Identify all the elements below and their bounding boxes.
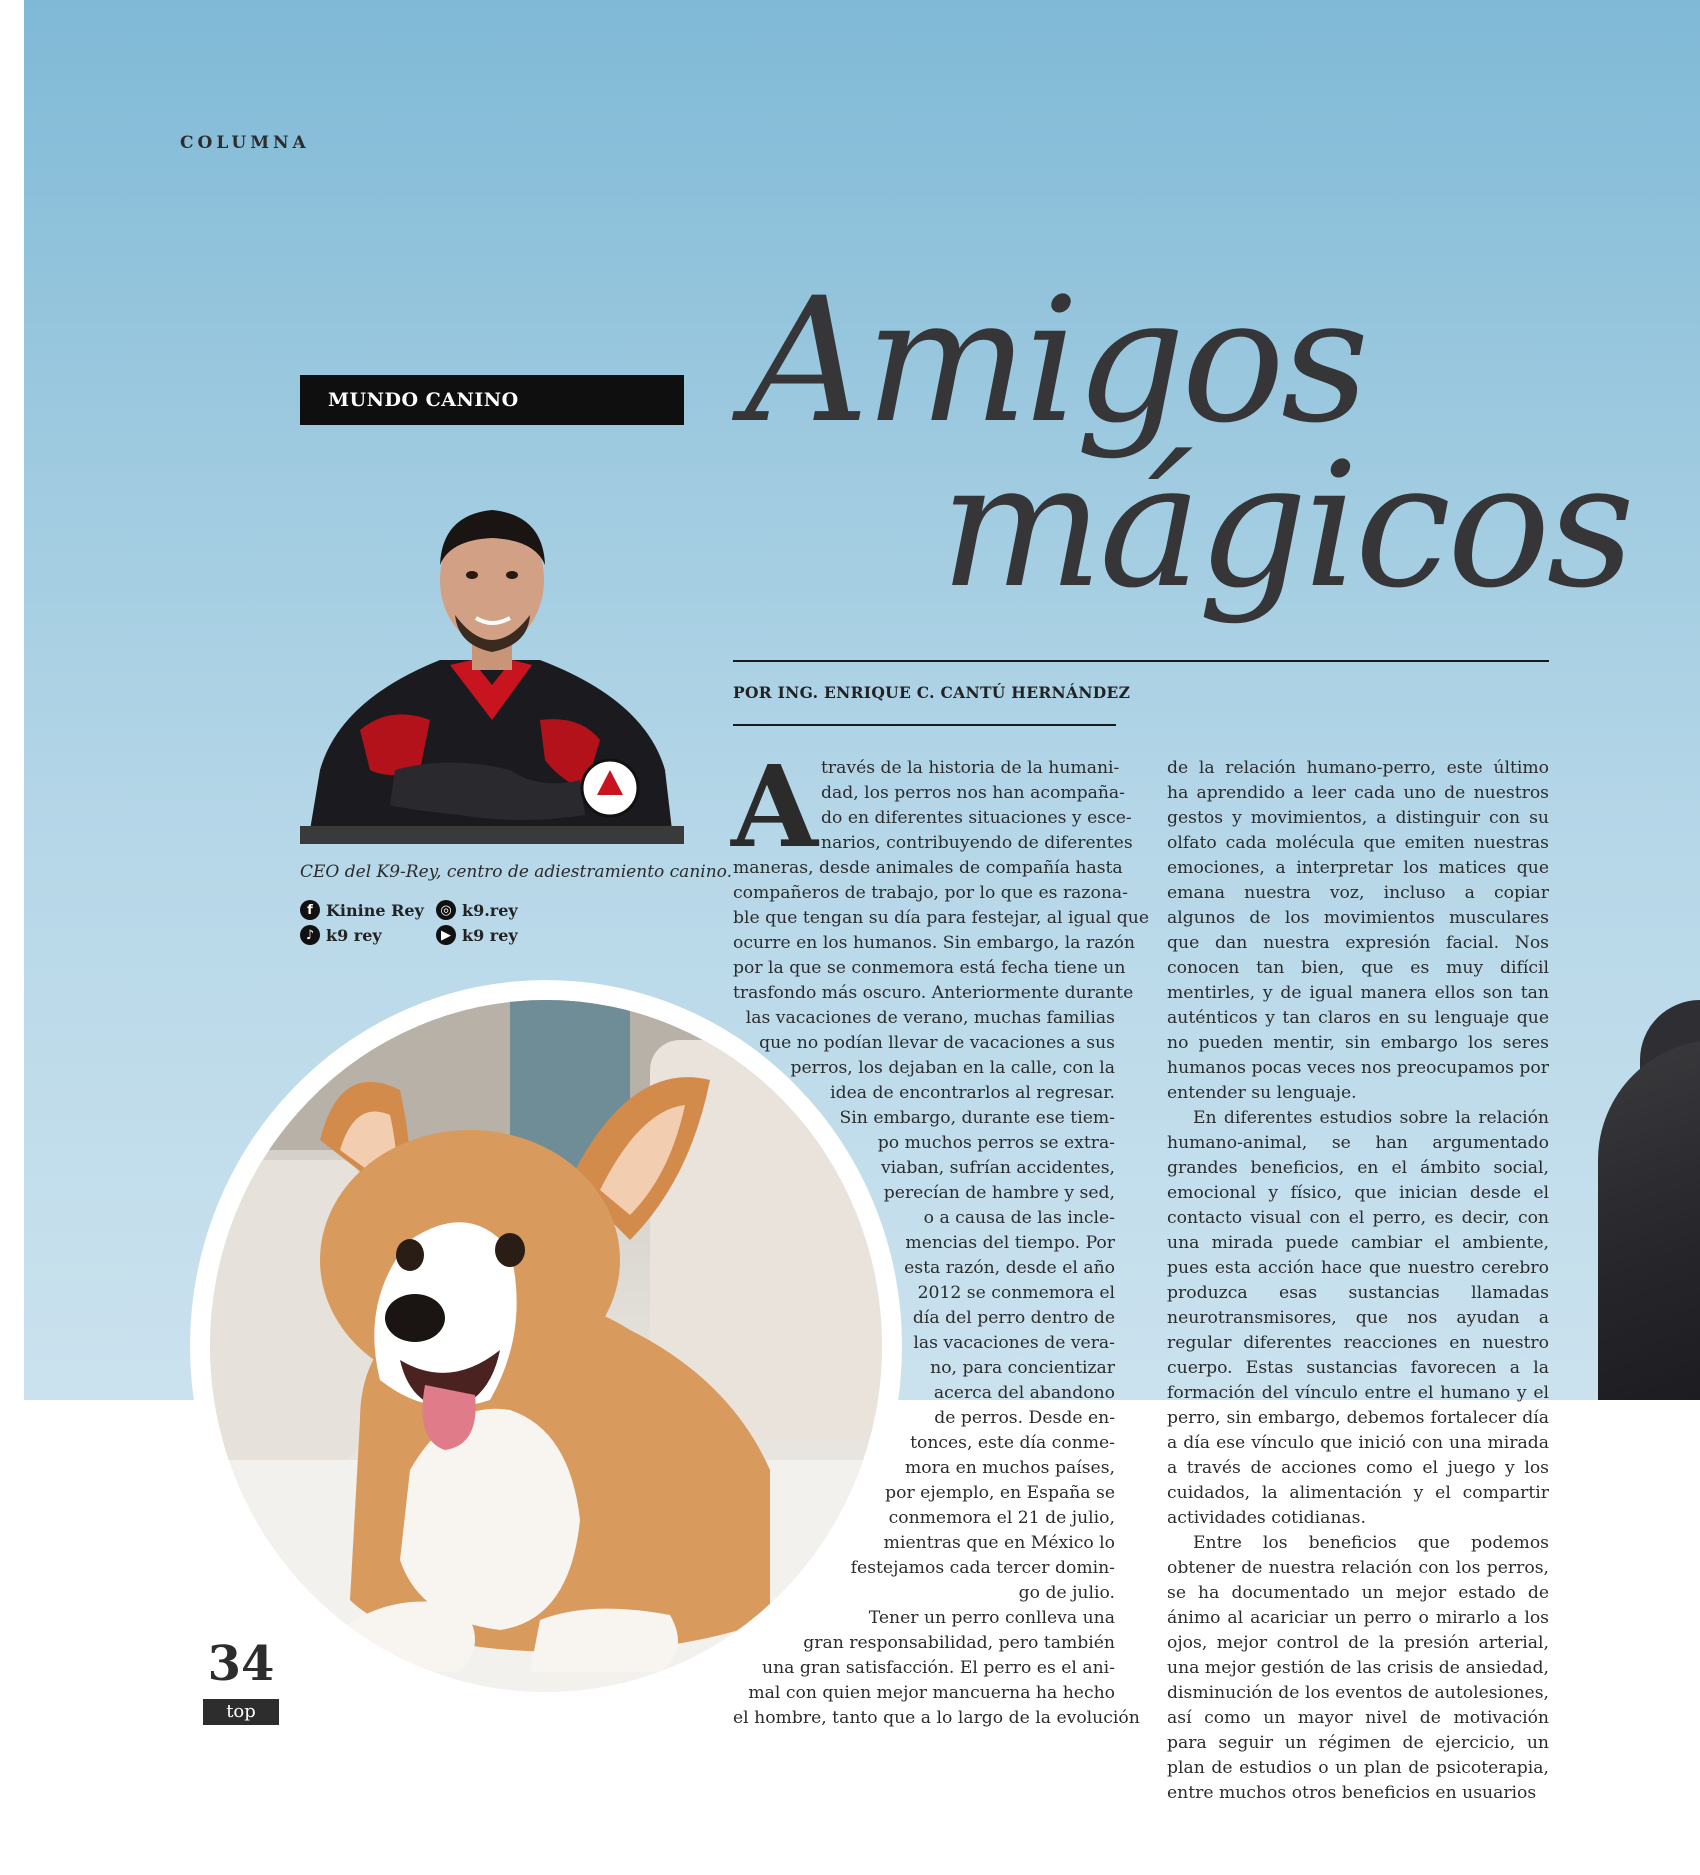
headline-line-1: Amigos: [745, 260, 1366, 461]
article-line: por ejemplo, en España se: [885, 1483, 1115, 1503]
section-label: COLUMNA: [180, 133, 310, 153]
author-portrait: [300, 470, 684, 845]
magazine-brand: top: [203, 1699, 279, 1725]
facebook-icon: f: [300, 900, 320, 920]
article-column-1: [733, 756, 1149, 1731]
article-line: narios, contribuyendo de diferentes: [821, 833, 1133, 853]
dropcap: A: [731, 742, 818, 873]
article-line: Sin embargo, durante ese tiem-: [839, 1108, 1115, 1128]
article-line: que no podían llevar de vacaciones a sus: [759, 1033, 1115, 1053]
paragraph: En diferentes estudios sobre la relación humano-animal, se han argumentado grandes beneficios, en el ámbito social, emocional y físico, que inician desde el contacto visual con el perro, es decir, con una mirada puede cambiar el ambiente, pues esta acción hace que nuestro cerebro produzca esas sustancias llamadas neurotransmisores, que nos ayudan a regular diferentes reacciones en nuestro cuerpo. Estas sustancias favorecen a la formación del vínculo entre el humano y el perro, sin embargo, debemos fortalecer día a día ese vínculo que inició con una mirada a través de acciones como el juego y los cuidados, la alimentación y el compartir actividades cotidianas.: [1167, 1108, 1549, 1528]
article-line: conmemora el 21 de julio,: [888, 1508, 1115, 1528]
page-number: 34: [207, 1636, 275, 1692]
article-line: go de julio.: [1018, 1583, 1115, 1603]
article-line: perecían de hambre y sed,: [883, 1183, 1115, 1203]
byline-rule: [733, 724, 1116, 726]
article-line: través de la historia de la humani-: [821, 758, 1120, 778]
article-line: festejamos cada tercer domin-: [850, 1558, 1115, 1578]
youtube-icon: ▶: [436, 925, 456, 945]
article-line: día del perro dentro de: [912, 1308, 1115, 1328]
headline-line-2: mágicos: [940, 425, 1631, 626]
article-line: idea de encontrarlos al regresar.: [830, 1083, 1115, 1103]
article-line: ble que tengan su día para festejar, al igual que: [733, 908, 1149, 928]
article-line: Tener un perro conlleva una: [868, 1608, 1115, 1628]
article-line: tonces, este día conme-: [910, 1433, 1115, 1453]
article-column-2: [1167, 756, 1549, 1806]
article-line: gran responsabilidad, pero también: [803, 1633, 1115, 1653]
social-handle: k9 rey: [462, 925, 518, 945]
article-line: compañeros de trabajo, por lo que es razona-: [733, 883, 1128, 903]
social-facebook[interactable]: [300, 900, 424, 920]
byline: POR ING. ENRIQUE C. CANTÚ HERNÁNDEZ: [733, 683, 1131, 702]
article-line: no, para concientizar: [930, 1358, 1115, 1378]
author-caption: CEO del K9-Rey, centro de adiestramiento canino.: [300, 862, 732, 882]
article-line: perros, los dejaban en la calle, con la: [790, 1058, 1115, 1078]
social-youtube[interactable]: [436, 925, 518, 945]
article-line: de perros. Desde en-: [934, 1408, 1115, 1428]
article-line: mientras que en México lo: [883, 1533, 1115, 1553]
social-instagram[interactable]: [436, 900, 518, 920]
article-line: maneras, desde animales de compañía hasta: [733, 858, 1123, 878]
social-tiktok[interactable]: [300, 925, 382, 945]
article-line: el hombre, tanto que a lo largo de la evolución: [733, 1708, 1140, 1728]
social-handle: k9.rey: [462, 900, 518, 920]
tiktok-icon: ♪: [300, 925, 320, 945]
portrait-base-bar: [300, 826, 684, 844]
rubric-banner: MUNDO CANINO: [300, 375, 684, 425]
article-line: por la que se conmemora está fecha tiene un: [733, 958, 1126, 978]
article-line: do en diferentes situaciones y esce-: [821, 808, 1132, 828]
article-line: ocurre en los humanos. Sin embargo, la razón: [733, 933, 1135, 953]
article-line: mora en muchos países,: [905, 1458, 1115, 1478]
title-rule: [733, 660, 1549, 662]
article-line: po muchos perros se extra-: [877, 1133, 1115, 1153]
article-line: dad, los perros nos han acompaña-: [821, 783, 1125, 803]
instagram-icon: ◎: [436, 900, 456, 920]
article-line: mencias del tiempo. Por: [905, 1233, 1115, 1253]
social-handle: Kinine Rey: [326, 900, 424, 920]
article-line: las vacaciones de verano, muchas familias: [745, 1008, 1115, 1028]
article-line: acerca del abandono: [933, 1383, 1115, 1403]
article-line: trasfondo más oscuro. Anteriormente durante: [733, 983, 1134, 1003]
article-line: las vacaciones de vera-: [913, 1333, 1115, 1353]
article-line: viaban, sufrían accidentes,: [880, 1158, 1115, 1178]
article-line: 2012 se conmemora el: [917, 1283, 1115, 1303]
article-line: mal con quien mejor mancuerna ha hecho: [748, 1683, 1115, 1703]
article-line: una gran satisfacción. El perro es el ani-: [762, 1658, 1115, 1678]
paragraph: de la relación humano-perro, este último ha aprendido a leer cada uno de nuestros gestos y movimientos, a distinguir con su olfato cada molécula que emiten nuestras emociones, a interpretar los matices que emana nuestra voz, incluso a copiar algunos de los movimientos musculares que dan nuestra expresión facial. Nos conocen tan bien, que es muy difícil mentirles, y de igual manera ellos son tan auténticos y tan claros en su lenguaje que no pueden mentir, sin embargo los seres humanos pocas veces nos preocupamos por entender su lenguaje.: [1167, 758, 1549, 1103]
social-handle: k9 rey: [326, 925, 382, 945]
paragraph: Entre los beneficios que podemos obtener de nuestra relación con los perros, se ha documentado un mejor estado de ánimo al acariciar un perro o mirarlo a los ojos, mejor control de la presión arterial, una mejor gestión de las crisis de ansiedad, disminución de los eventos de autolesiones, así como un mayor nivel de motivación para seguir un régimen de ejercicio, un plan de estudios o un plan de psicoterapia, entre muchos otros beneficios en usuarios: [1167, 1533, 1549, 1803]
article-line: o a causa de las incle-: [923, 1208, 1115, 1228]
article-line: esta razón, desde el año: [904, 1258, 1115, 1278]
